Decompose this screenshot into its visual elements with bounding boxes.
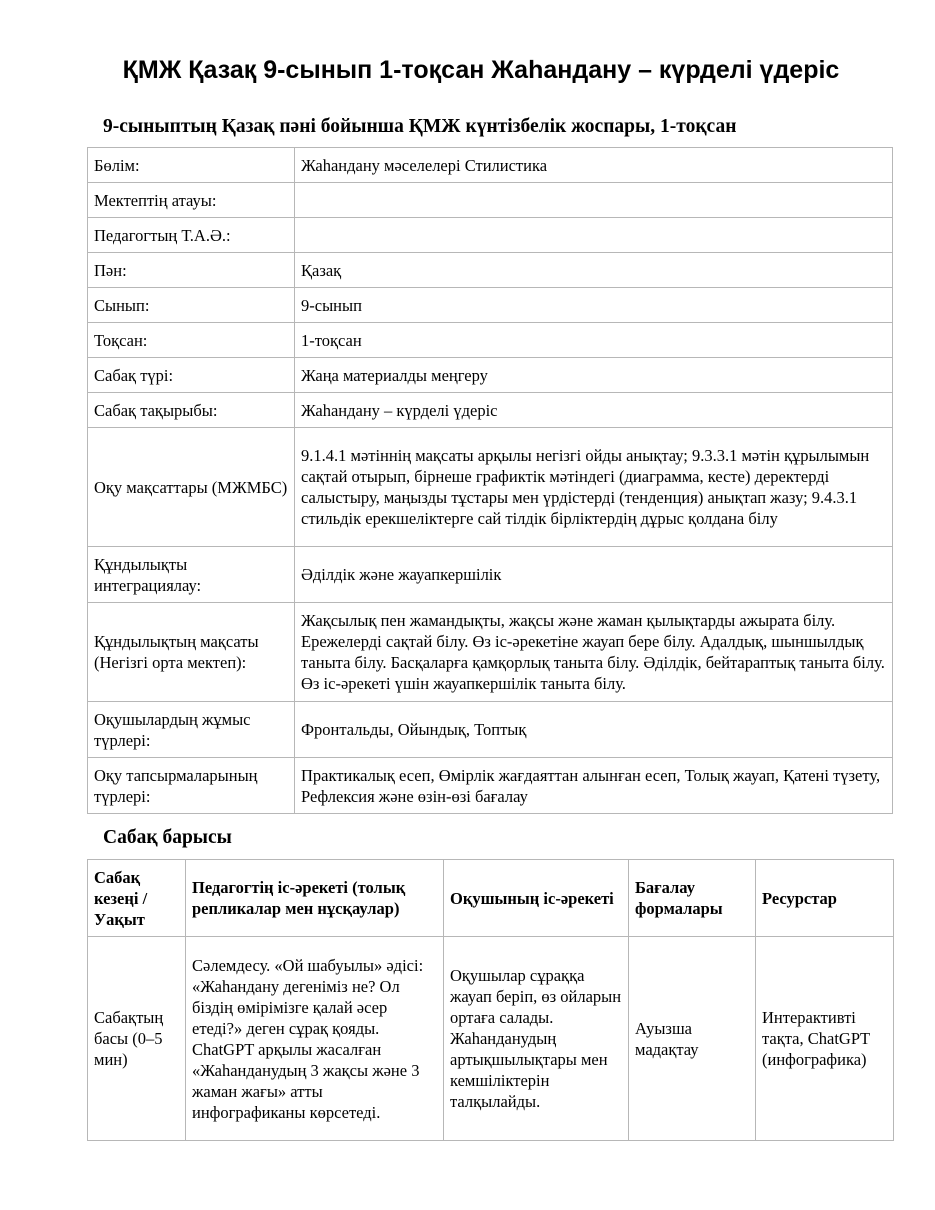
row-label: Оқу мақсаттары (МЖМБС) [88, 428, 295, 547]
row-value: Жаңа материалды меңгеру [295, 358, 893, 393]
row-value [295, 183, 893, 218]
column-header-assessment: Бағалау формалары [629, 860, 756, 937]
lesson-progress-heading: Сабақ барысы [103, 827, 232, 848]
row-label: Оқу тапсырмаларының түрлері: [88, 758, 295, 814]
row-label: Құндылықтың мақсаты (Негізгі орта мектеп): [88, 603, 295, 702]
student-actions-cell: Оқушылар сұраққа жауап беріп, өз ойларын ортаға салады. Жаһанданудың артықшылықтары мен кемшіліктерін талқылайды. [444, 937, 629, 1141]
row-value: 9-сынып [295, 288, 893, 323]
table-row [88, 393, 893, 428]
row-value: Жаһандану – күрделі үдеріс [295, 393, 893, 428]
lesson-progress-table [87, 859, 894, 1141]
table-row [88, 323, 893, 358]
row-label: Педагогтың Т.А.Ә.: [88, 218, 295, 253]
row-label: Пән: [88, 253, 295, 288]
table-row [88, 702, 893, 758]
table-row [88, 148, 893, 183]
row-value: 1-тоқсан [295, 323, 893, 358]
table-header-row [88, 860, 894, 937]
teacher-actions-cell: Сәлемдесу. «Ой шабуылы» әдісі: «Жаһандану дегеніміз не? Ол біздің өмірімізге қалай әсер етеді?» деген сұрақ қояды. ChatGPT арқылы жасалған «Жаһанданудың 3 жақсы және 3 жаман жағы» атты инфографиканы көрсетеді. [186, 937, 444, 1141]
row-value: Практикалық есеп, Өмірлік жағдаяттан алынған есеп, Толық жауап, Қатені түзету, Рефлексия және өзін-өзі бағалау [295, 758, 893, 814]
table-row [88, 603, 893, 702]
table-row [88, 253, 893, 288]
row-value: 9.1.4.1 мәтіннің мақсаты арқылы негізгі ойды анықтау; 9.3.3.1 мәтін құрылымын сақтай отырып, бірнеше графиктік мәтіндегі (диаграмма, кесте) деректерді салыстыру, маңызды тұстары мен үрдістерді (тенденция) анықтап жазу; 9.4.3.1 стильдік ерекшеліктерге сай тілдік бірліктердің дұрыс қолдана білу [295, 428, 893, 547]
stage-cell: Сабақтың басы (0–5 мин) [88, 937, 186, 1141]
table-row [88, 183, 893, 218]
table-row [88, 358, 893, 393]
plan-subtitle: 9-сыныптың Қазақ пәні бойынша ҚМЖ күнтізбелік жоспары, 1-тоқсан [103, 116, 737, 137]
row-value: Жаһандану мәселелері Стилистика [295, 148, 893, 183]
table-row [88, 547, 893, 603]
row-value: Жақсылық пен жамандықты, жақсы және жаман қылықтарды ажырата білу. Ережелерді сақтай білу. Өз іс-әрекетіне жауап бере білу. Адалдық, шыншылдық таныта білу. Басқаларға қамқорлық таныта білу. Әділдік, бейтараптық таныта білу. Өз іс-әрекеті үшін жауапкершілік таныта білу. [295, 603, 893, 702]
row-value: Әділдік және жауапкершілік [295, 547, 893, 603]
row-label: Тоқсан: [88, 323, 295, 358]
table-row [88, 288, 893, 323]
table-row [88, 937, 894, 1141]
row-label: Сабақ тақырыбы: [88, 393, 295, 428]
row-value: Қазақ [295, 253, 893, 288]
column-header-stage: Сабақ кезеңі / Уақыт [88, 860, 186, 937]
column-header-student-actions: Оқушының іс-әрекеті [444, 860, 629, 937]
lesson-info-table [87, 147, 893, 814]
column-header-teacher-actions: Педагогтің іс-әрекеті (толық репликалар мен нұсқаулар) [186, 860, 444, 937]
row-label: Оқушылардың жұмыс түрлері: [88, 702, 295, 758]
table-row [88, 428, 893, 547]
row-label: Құндылықты интеграциялау: [88, 547, 295, 603]
row-label: Мектептің атауы: [88, 183, 295, 218]
page-title: ҚМЖ Қазақ 9-сынып 1-тоқсан Жаһандану – күрделі үдеріс [122, 56, 840, 84]
row-label: Сынып: [88, 288, 295, 323]
table-row [88, 218, 893, 253]
resources-cell: Интерактивті тақта, ChatGPT (инфографика) [756, 937, 894, 1141]
row-value: Фронтальды, Ойындық, Топтық [295, 702, 893, 758]
assessment-cell: Ауызша мадақтау [629, 937, 756, 1141]
table-row [88, 758, 893, 814]
row-value [295, 218, 893, 253]
row-label: Сабақ түрі: [88, 358, 295, 393]
row-label: Бөлім: [88, 148, 295, 183]
column-header-resources: Ресурстар [756, 860, 894, 937]
